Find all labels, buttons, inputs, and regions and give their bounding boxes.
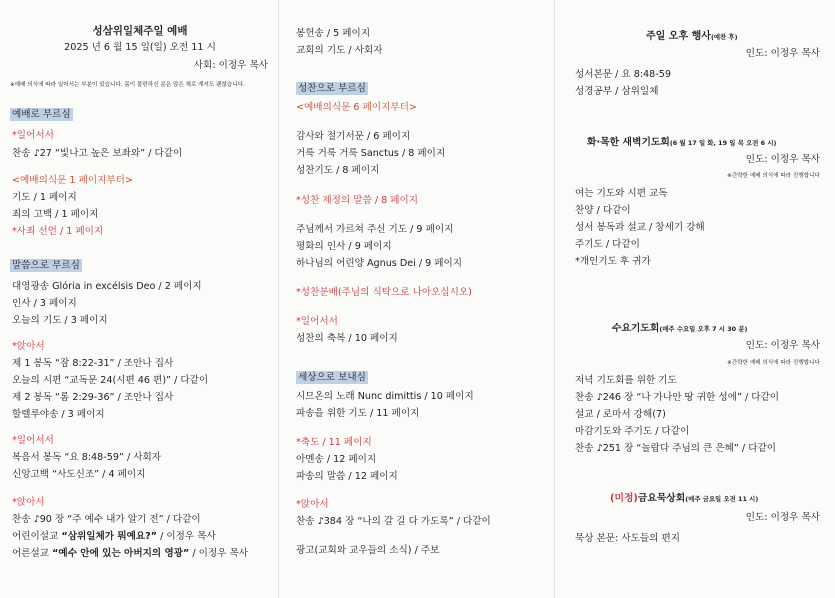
hymn-item: 찬송 ♪90 장 “주 예수 내가 알기 전” / 다같이 bbox=[12, 514, 201, 525]
dawn-prayer-title: 화·목한 새벽기도회(6 월 17 일 화, 19 일 목 오전 6 시) bbox=[587, 137, 777, 148]
gospel-reading: 복음서 봉독 “요 8:48-59” / 사회자 bbox=[12, 452, 162, 463]
lords-prayer-item: 주님께서 가르쳐 주신 기도 / 9 페이지 bbox=[296, 224, 454, 235]
church-prayer-item: 교회의 기도 / 사회자 bbox=[296, 45, 383, 56]
creed-item: 신앙고백 “사도신조” / 4 페이지 bbox=[12, 469, 146, 480]
sit-cue: *앉아서 bbox=[296, 499, 329, 510]
friday-leader: 인도: 이정우 목사 bbox=[745, 512, 820, 523]
peace-item: 평화의 인사 / 9 페이지 bbox=[296, 241, 392, 252]
wednesday-leader: 인도: 이정우 목사 bbox=[745, 340, 820, 351]
agnus-dei-item: 하나님의 어린양 Agnus Dei / 9 페이지 bbox=[296, 258, 463, 269]
sit-cue: *앉아서 bbox=[12, 341, 45, 352]
wednesday-item: 마감기도와 주기도 / 다같이 bbox=[575, 426, 690, 437]
liturgy-reference: <예배의식문 1 페이지부터> bbox=[12, 175, 133, 186]
announcements-item: 광고(교회와 교우들의 소식) / 주보 bbox=[296, 545, 440, 556]
friday-text: 묵상 본문: 사도들의 편지 bbox=[575, 533, 681, 544]
dawn-item: *개인기도 후 귀가 bbox=[575, 256, 651, 267]
confession-item: 죄의 고백 / 1 페이지 bbox=[12, 209, 99, 220]
worship-datetime: 2025 년 6 월 15 일(일) 오전 11 시 bbox=[64, 42, 216, 53]
absolution-item: *사죄 선언 / 1 페이지 bbox=[12, 226, 104, 237]
section-call-to-worship: 예배로 부르심 bbox=[12, 109, 71, 120]
dawn-item: 성서 봉독과 설교 / 창세기 강해 bbox=[575, 222, 705, 233]
section-call-by-word: 말씀으로 부르심 bbox=[12, 260, 80, 271]
gloria-item: 대영광송 Glória in excélsis Deo / 2 페이지 bbox=[12, 281, 202, 292]
wednesday-note: ※간략한 예배 의식에 따라 진행합니다 bbox=[727, 360, 820, 366]
worship-title: 성삼위일체주일 예배 bbox=[92, 25, 188, 37]
afternoon-leader: 인도: 이정우 목사 bbox=[745, 48, 820, 59]
dawn-prayer-note: ※간략한 예배 의식에 따라 진행합니다 bbox=[727, 173, 820, 179]
wednesday-item: 찬송 ♪251 장 “놀랍다 주님의 큰 은혜” / 다같이 bbox=[575, 443, 777, 454]
distribution-item: *성찬분배(주님의 식탁으로 나아오십시오) bbox=[296, 287, 472, 298]
psalm-item: 오늘의 시편 “교독문 24(시편 46 편)” / 다같이 bbox=[12, 375, 209, 386]
eucharist-prayer-item: 성찬기도 / 8 페이지 bbox=[296, 165, 380, 176]
thanksgiving-item: 감사와 절기서문 / 6 페이지 bbox=[296, 131, 411, 142]
standing-note: ※예배 의식에 따라 일어서는 부분이 있습니다. 몸이 불편하신 분은 앉은 채로 계셔도 괜찮습니다. bbox=[10, 82, 245, 88]
dawn-prayer-leader: 인도: 이정우 목사 bbox=[745, 154, 820, 165]
wednesday-item: 설교 / 로마서 강해(7) bbox=[575, 409, 666, 420]
worship-host: 사회: 이정우 목사 bbox=[193, 60, 268, 71]
sanctus-item: 거룩 거룩 거룩 Sanctus / 8 페이지 bbox=[296, 148, 446, 159]
liturgy-reference: <예배의식문 6 페이지부터> bbox=[296, 102, 417, 113]
stand-cue: *일어서서 bbox=[12, 130, 54, 141]
hymn-item: 찬송 ♪384 장 “나의 갈 길 다 가도록” / 다같이 bbox=[296, 516, 491, 527]
amen-item: 아멘송 / 12 페이지 bbox=[296, 454, 377, 465]
section-sending: 세상으로 보내심 bbox=[298, 372, 366, 383]
today-prayer-item: 오늘의 기도 / 3 페이지 bbox=[12, 315, 108, 326]
section-call-to-sacrament: 성찬으로 부르심 bbox=[298, 83, 366, 94]
wednesday-item: 찬송 ♪246 장 “나 가나안 땅 귀한 성에” / 다같이 bbox=[575, 392, 780, 403]
institution-item: *성찬 제정의 말씀 / 8 페이지 bbox=[296, 195, 419, 206]
friday-title: (미정)금요묵상회(매주 금요일 오전 11 시) bbox=[610, 493, 759, 504]
fold-line-right bbox=[554, 0, 555, 598]
stand-cue: *일어서서 bbox=[12, 435, 54, 446]
sending-prayer-item: 파송을 위한 기도 / 11 페이지 bbox=[296, 408, 420, 419]
wednesday-title: 수요기도회(매주 수요일 오후 7 시 30 분) bbox=[612, 323, 748, 334]
nunc-dimittis-item: 시므온의 노래 Nunc dimittis / 10 페이지 bbox=[296, 391, 474, 402]
dawn-item: 여는 기도와 시편 교독 bbox=[575, 188, 668, 199]
second-reading: 제 2 봉독 “롬 2:29-36” / 조안나 집사 bbox=[12, 392, 174, 403]
sermon-item: 어른설교 “예수 안에 있는 아버지의 영광” / 이정우 목사 bbox=[12, 548, 249, 559]
first-reading: 제 1 봉독 “잠 8:22-31” / 조안나 집사 bbox=[12, 358, 174, 369]
sending-word-item: 파송의 말씀 / 12 페이지 bbox=[296, 471, 398, 482]
dawn-item: 찬양 / 다같이 bbox=[575, 205, 631, 216]
dawn-item: 주기도 / 다같이 bbox=[575, 239, 640, 250]
afternoon-title: 주일 오후 행사(예찬 후) bbox=[646, 31, 738, 42]
children-sermon: 어린이설교 “삼위일체가 뭐예요?” / 이정우 목사 bbox=[12, 531, 216, 542]
wednesday-item: 저녁 기도회를 위한 기도 bbox=[575, 375, 677, 386]
hymn-item: 찬송 ♪27 “빛나고 높은 보좌와” / 다같이 bbox=[12, 148, 183, 159]
sacrament-blessing-item: 성찬의 축복 / 10 페이지 bbox=[296, 333, 398, 344]
greeting-item: 인사 / 3 페이지 bbox=[12, 298, 77, 309]
afternoon-text: 성서본문 / 요 8:48-59 bbox=[575, 69, 671, 80]
alleluia-item: 할렐루야송 / 3 페이지 bbox=[12, 409, 105, 420]
prayer-item: 기도 / 1 페이지 bbox=[12, 192, 77, 203]
fold-line-left bbox=[278, 0, 279, 598]
benediction-item: *축도 / 11 페이지 bbox=[296, 437, 372, 448]
afternoon-study: 성경공부 / 삼위일체 bbox=[575, 86, 659, 97]
stand-cue: *일어서서 bbox=[296, 316, 338, 327]
sit-cue: *앉아서 bbox=[12, 497, 45, 508]
offering-item: 봉헌송 / 5 페이지 bbox=[296, 28, 371, 39]
